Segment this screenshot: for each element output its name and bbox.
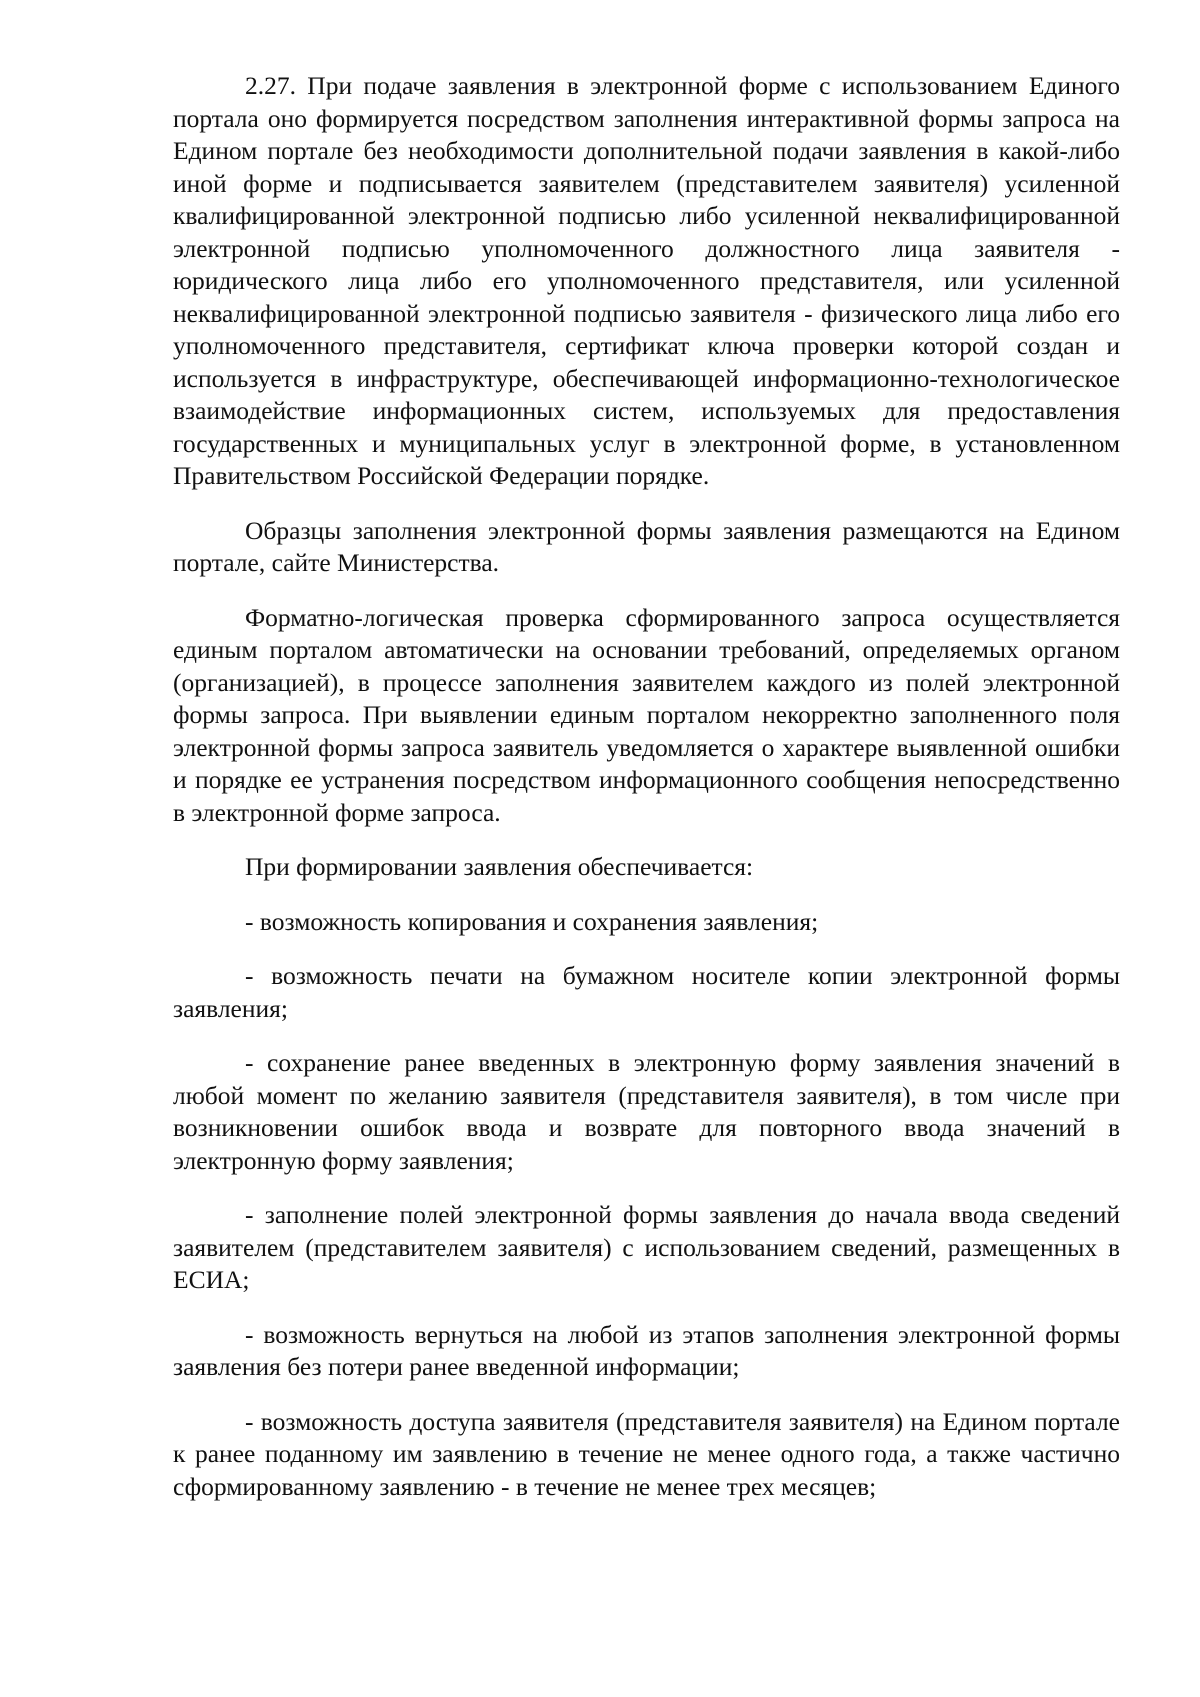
list-item-access-period: - возможность доступа заявителя (представителя заявителя) на Едином портале к ранее поданному им заявлению в течение не менее одного года, а также частично сформированному заявлению - в течение не менее трех месяцев; — [173, 1406, 1120, 1501]
list-item-print: - возможность печати на бумажном носителе копии электронной формы заявления; — [173, 961, 1120, 1023]
paragraph-formation-intro: При формировании заявления обеспечивается: — [245, 852, 754, 881]
document-body — [173, 70, 1120, 1525]
list-item-save-values: - сохранение ранее введенных в электронную форму заявления значений в любой момент по желанию заявителя (представителя заявителя), в том числе при возникновении ошибок ввода и возврате для повторного ввода значений в электронную форму заявления; — [173, 1048, 1120, 1175]
paragraph-form-samples: Образцы заполнения электронной формы заявления размещаются на Едином портале, сайте Министерства. — [173, 515, 1120, 577]
paragraph-2-27: 2.27. При подаче заявления в электронной форме с использованием Единого портала оно формируется посредством заполнения интерактивной формы запроса на Едином портале без необходимости дополнительной подачи заявления в какой-либо иной форме и подписывается заявителем (представителем заявителя) усиленной квалифицированной электронной подписью либо усиленной неквалифицированной электронной подписью уполномоченного должностного лица заявителя - юридического лица либо его уполномоченного представителя, или усиленной неквалифицированной электронной подписью заявителя - физического лица либо его уполномоченного представителя, сертификат ключа проверки которой создан и используется в инфраструктуре, обеспечивающей информационно-технологическое взаимодействие информационных систем, используемых для предоставления государственных и муниципальных услуг в электронной форме, в установленном Правительством Российской Федерации порядке. — [173, 71, 1120, 490]
list-item-prefill-esia: - заполнение полей электронной формы заявления до начала ввода сведений заявителем (представителем заявителя) с использованием сведений, размещенных в ЕСИА; — [173, 1200, 1120, 1294]
paragraph-format-check: Форматно-логическая проверка сформированного запроса осуществляется единым порталом автоматически на основании требований, определяемых органом (организацией), в процессе заполнения заявителем каждого из полей электронной формы запроса. При выявлении единым порталом некорректно заполненного поля электронной формы запроса заявитель уведомляется о характере выявленной ошибки и порядке ее устранения посредством информационного сообщения непосредственно в электронной форме запроса. — [173, 602, 1120, 827]
list-item-return-step: - возможность вернуться на любой из этапов заполнения электронной формы заявления без потери ранее введенной информации; — [173, 1319, 1120, 1381]
list-item-copy-save: - возможность копирования и сохранения заявления; — [245, 906, 819, 936]
